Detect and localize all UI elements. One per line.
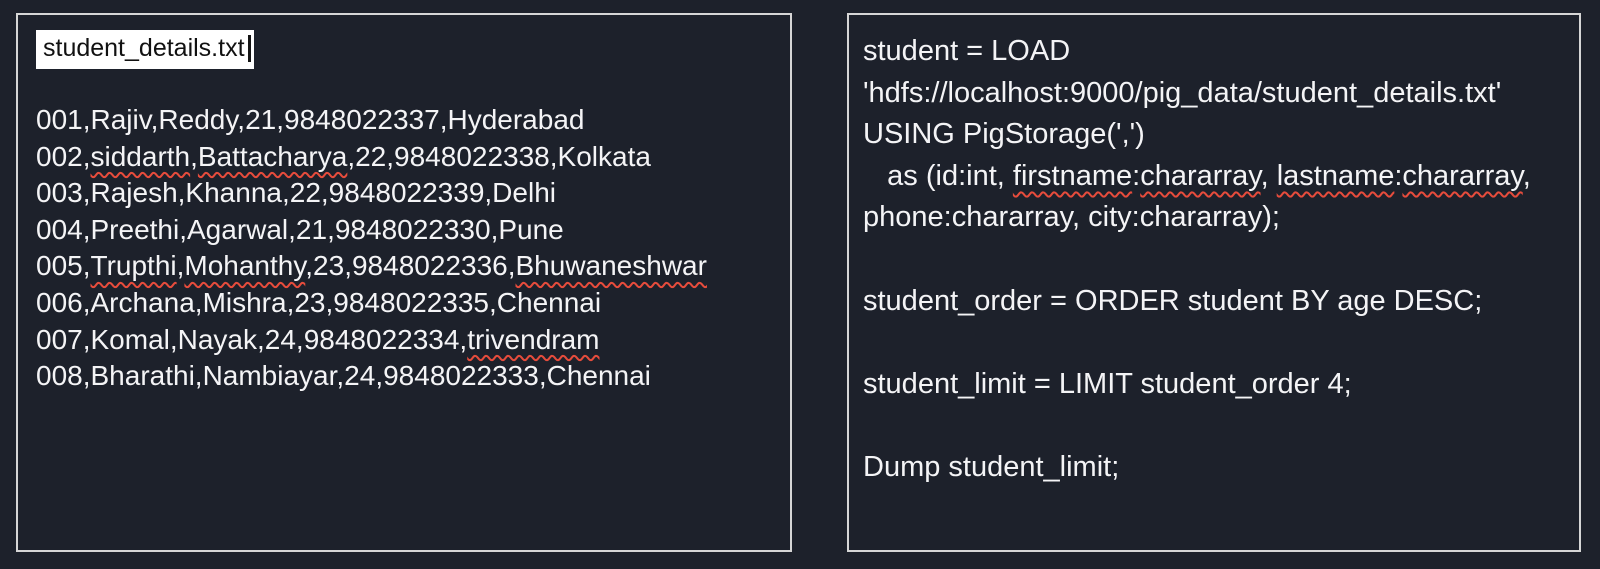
misspelled-word: trivendram: [467, 323, 600, 355]
text-line: [863, 447, 1565, 489]
text-segment: ,: [1260, 159, 1277, 192]
text-line: [36, 102, 772, 139]
text-segment: USING PigStorage(','): [863, 118, 1145, 151]
misspelled-word: chararray: [1402, 159, 1523, 192]
file-title: student_details.txt: [43, 34, 245, 62]
text-line: [863, 281, 1565, 323]
text-line: [863, 364, 1565, 406]
text-segment: phone:chararray, city:chararray);: [863, 201, 1280, 234]
text-line: [863, 197, 1565, 239]
text-segment: Dump student_limit;: [863, 450, 1120, 483]
text-segment: 002,: [36, 140, 91, 172]
text-segment: 004,Preethi,Agarwal,21,9848022330,Pune: [36, 213, 564, 245]
text-segment: student_order = ORDER student BY age DESC;: [863, 284, 1483, 317]
text-segment: ,: [190, 140, 198, 172]
text-segment: :: [1132, 159, 1141, 192]
pig-script-content: [863, 31, 1565, 489]
text-segment: student_limit = LIMIT student_order 4;: [863, 367, 1352, 400]
text-segment: ,22,9848022338,Kolkata: [347, 140, 651, 172]
text-line: [36, 358, 772, 395]
text-segment: :: [1394, 159, 1403, 192]
text-segment: as (id:int,: [863, 159, 1013, 192]
text-segment: student = LOAD: [863, 35, 1071, 67]
text-line: [863, 31, 1565, 73]
misspelled-word: firstname: [1012, 159, 1133, 192]
text-segment: 005,: [36, 250, 91, 282]
text-line: [863, 322, 1565, 364]
text-segment: 007,Komal,Nayak,24,9848022334,: [36, 323, 468, 355]
misspelled-word: siddarth: [90, 140, 191, 172]
misspelled-word: chararray: [1140, 159, 1261, 192]
text-line: [36, 212, 772, 249]
text-line: [36, 248, 772, 285]
text-line: [36, 139, 772, 176]
misspelled-word: lastname: [1276, 159, 1395, 192]
text-segment: ,: [1522, 159, 1531, 192]
text-line: [863, 405, 1565, 447]
file-title-highlight: [36, 30, 254, 69]
text-line: [36, 285, 772, 322]
misspelled-word: Mohanthy: [184, 250, 306, 282]
text-segment: 'hdfs://localhost:9000/pig_data/student_details.txt': [863, 76, 1502, 109]
text-caret-icon: [248, 35, 251, 62]
text-line: [863, 114, 1565, 156]
file-content: [36, 102, 772, 395]
text-segment: ,: [176, 250, 185, 282]
text-line: [863, 156, 1565, 198]
text-segment: 001,Rajiv,Reddy,21,9848022337,Hyderabad: [36, 104, 585, 135]
pig-script-panel: [847, 13, 1581, 552]
text-segment: 008,Bharathi,Nambiayar,24,9848022333,Chennai: [36, 360, 651, 392]
text-line: [36, 322, 772, 359]
text-segment: 003,Rajesh,Khanna,22,9848022339,Delhi: [36, 177, 556, 209]
text-segment: ,23,9848022336,: [305, 250, 516, 282]
text-line: [863, 73, 1565, 115]
student-details-file-panel: [16, 13, 792, 552]
text-line: [36, 175, 772, 212]
text-line: [863, 239, 1565, 281]
misspelled-word: Battacharya: [197, 140, 348, 172]
misspelled-word: Bhuwaneshwar: [515, 250, 707, 282]
text-segment: 006,Archana,Mishra,23,9848022335,Chennai: [36, 286, 602, 318]
misspelled-word: Trupthi: [90, 250, 177, 282]
